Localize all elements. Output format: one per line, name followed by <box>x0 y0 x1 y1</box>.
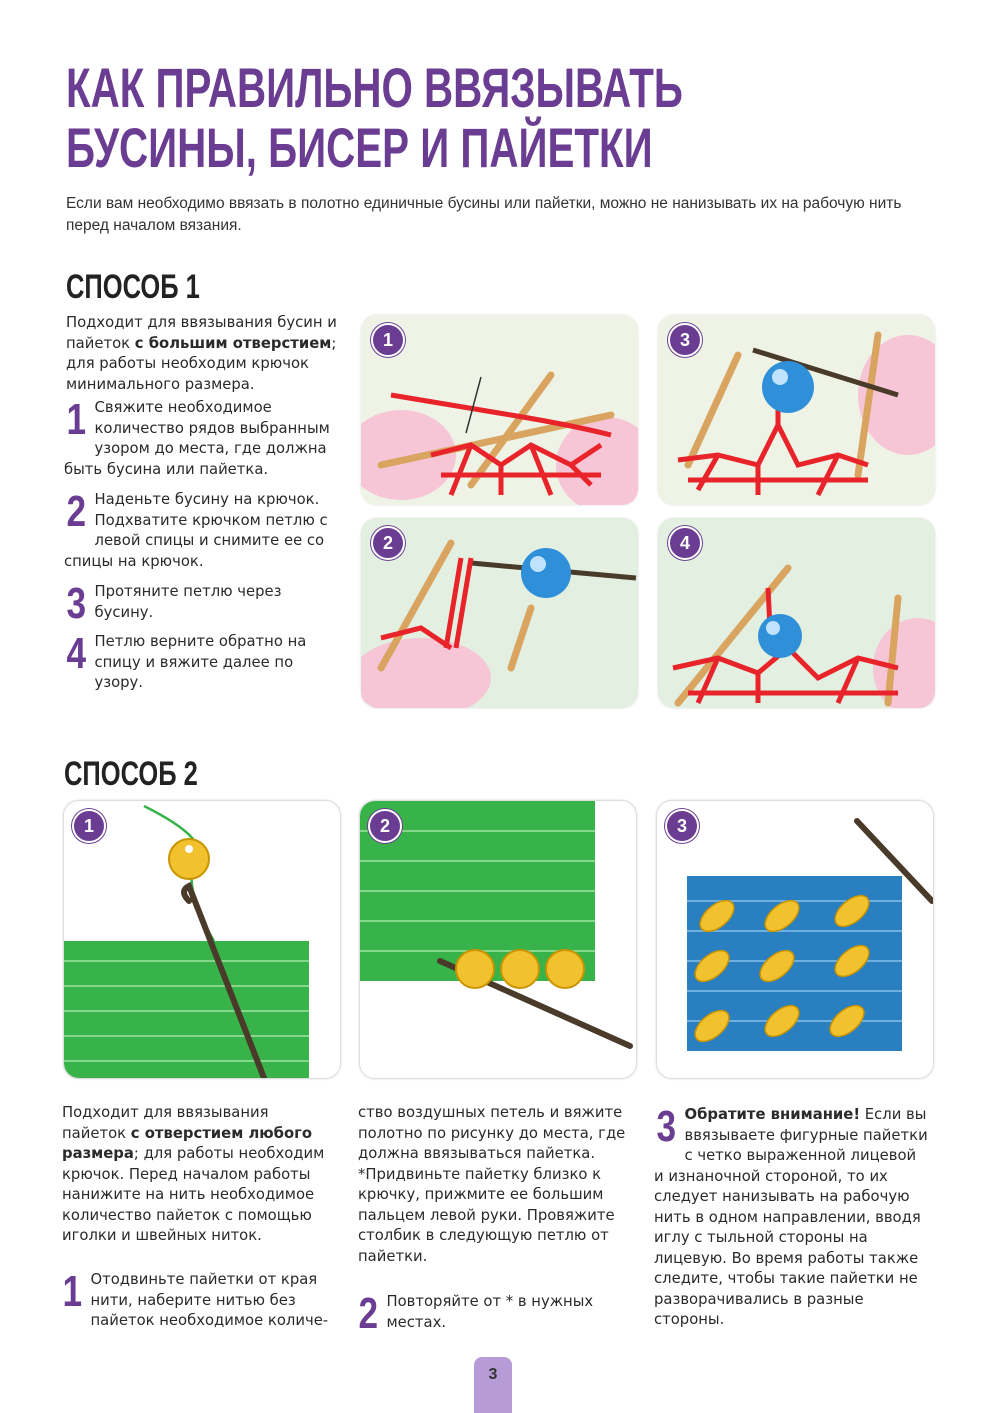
leaf-sequins-illustration <box>657 801 933 1078</box>
intro-text: Если вам необходимо ввязать в полотно единичные бусины или пайетки, можно не нанизывать их на рабочую нить перед началом вязания. <box>66 195 902 234</box>
step-number: 1 <box>62 1267 83 1316</box>
method2-col2-text-1: ство воздушных петель и вяжите полотно по рисунку до места, где должна ввязываться пайетка. <box>358 1104 626 1162</box>
method1-step-2 <box>64 487 340 572</box>
method2-illustration-1 <box>63 800 341 1079</box>
panel-number-badge: 1 <box>371 323 405 357</box>
step-text: Петлю верните обратно на спицу и вяжите далее по узору. <box>94 633 307 691</box>
step-text: Повторяйте от * в нужных местах. <box>386 1293 594 1331</box>
step-text: Отодвиньте пайетки от края нити, наберите нитью без пайеток необходимое количе- <box>90 1271 329 1329</box>
title-line-2: БУСИНЫ, БИСЕР И ПАЙЕТКИ <box>66 116 653 179</box>
page-number: 3 <box>474 1357 512 1413</box>
step-text: Протяните петлю через бусину. <box>94 583 282 621</box>
step-number: 3 <box>656 1102 677 1151</box>
attention-label: Обратите внимание! <box>684 1106 861 1123</box>
panel-number-badge: 3 <box>668 323 702 357</box>
panel-number-badge: 4 <box>668 526 702 560</box>
method2-col2-text-2: *Придвиньте пайетку близко к крючку, прижмите ее большим пальцем левой руки. Провяжите столбик в следующую петлю от пайетки. <box>358 1165 615 1265</box>
method1-illustration-1 <box>361 315 638 505</box>
panel-number-badge: 3 <box>665 809 699 843</box>
method2-description <box>62 1103 330 1247</box>
method1-illustration-4 <box>658 518 935 708</box>
method2-heading: СПОСОБ 2 <box>64 755 198 793</box>
step-number: 2 <box>66 487 87 536</box>
step-text: Наденьте бусину на крючок. Подхватите крючком петлю с левой спицы и снимите ее со спицы на крючок. <box>64 491 328 570</box>
step-number: 4 <box>66 629 87 678</box>
title-line-1: КАК ПРАВИЛЬНО ВВЯЗЫВАТЬ <box>66 56 683 119</box>
method1-illustration-2 <box>361 518 638 708</box>
method1-step-3 <box>64 579 340 628</box>
method1-illustration-3 <box>658 315 935 505</box>
step-number: 3 <box>66 579 87 628</box>
sequins-row-illustration <box>360 801 636 1078</box>
panel-number-badge: 2 <box>368 809 402 843</box>
method2-step-2 <box>356 1289 628 1338</box>
method2-desc-post: ; для работы необходим крючок. Перед началом работы нанижите на нить необходимое количество пайеток с помощью иголки и швейных ниток. <box>62 1145 325 1244</box>
step-text: Свяжите необходимое количество рядов выбранным узором до места, где должна быть бусина или пайетка. <box>64 399 330 478</box>
panel-number-badge: 2 <box>371 526 405 560</box>
method2-desc-pre: Подходит для ввязывания пайеток <box>62 1104 269 1142</box>
method2-illustration-2 <box>359 800 637 1079</box>
step-number: 2 <box>358 1289 379 1338</box>
method2-column-2 <box>358 1103 630 1267</box>
method1-desc-post: ; для работы необходим крючок минимального размера. <box>66 334 337 393</box>
panel-number-badge: 1 <box>72 809 106 843</box>
method1-heading: СПОСОБ 1 <box>66 268 200 306</box>
method1-desc-bold: с большим отверстием <box>134 334 332 352</box>
method1-step-4 <box>64 629 340 694</box>
step-number: 1 <box>66 395 87 444</box>
method1-description <box>66 313 338 395</box>
step-text: Если вы ввязываете фигурные пайетки с четко выраженной лицевой и изнаночной стороной, то их следует нанизывать на рабочую нить в одном направлении, вводя иглу с тыльной стороны на лицевую. Во время работы также следите, чтобы такие пайетки не разворачивались в разные стороны. <box>654 1106 928 1328</box>
method2-step-1 <box>60 1267 330 1332</box>
method2-desc-bold: с отверстием любого размера <box>62 1124 313 1162</box>
method1-desc-pre: Подходит для ввязывания бусин и пайеток <box>66 314 337 352</box>
sequin-on-thread-illustration <box>64 801 340 1078</box>
method2-illustration-3 <box>656 800 934 1079</box>
page-title <box>66 58 683 178</box>
method1-step-1 <box>64 395 340 480</box>
method2-step-3-note <box>654 1102 930 1331</box>
